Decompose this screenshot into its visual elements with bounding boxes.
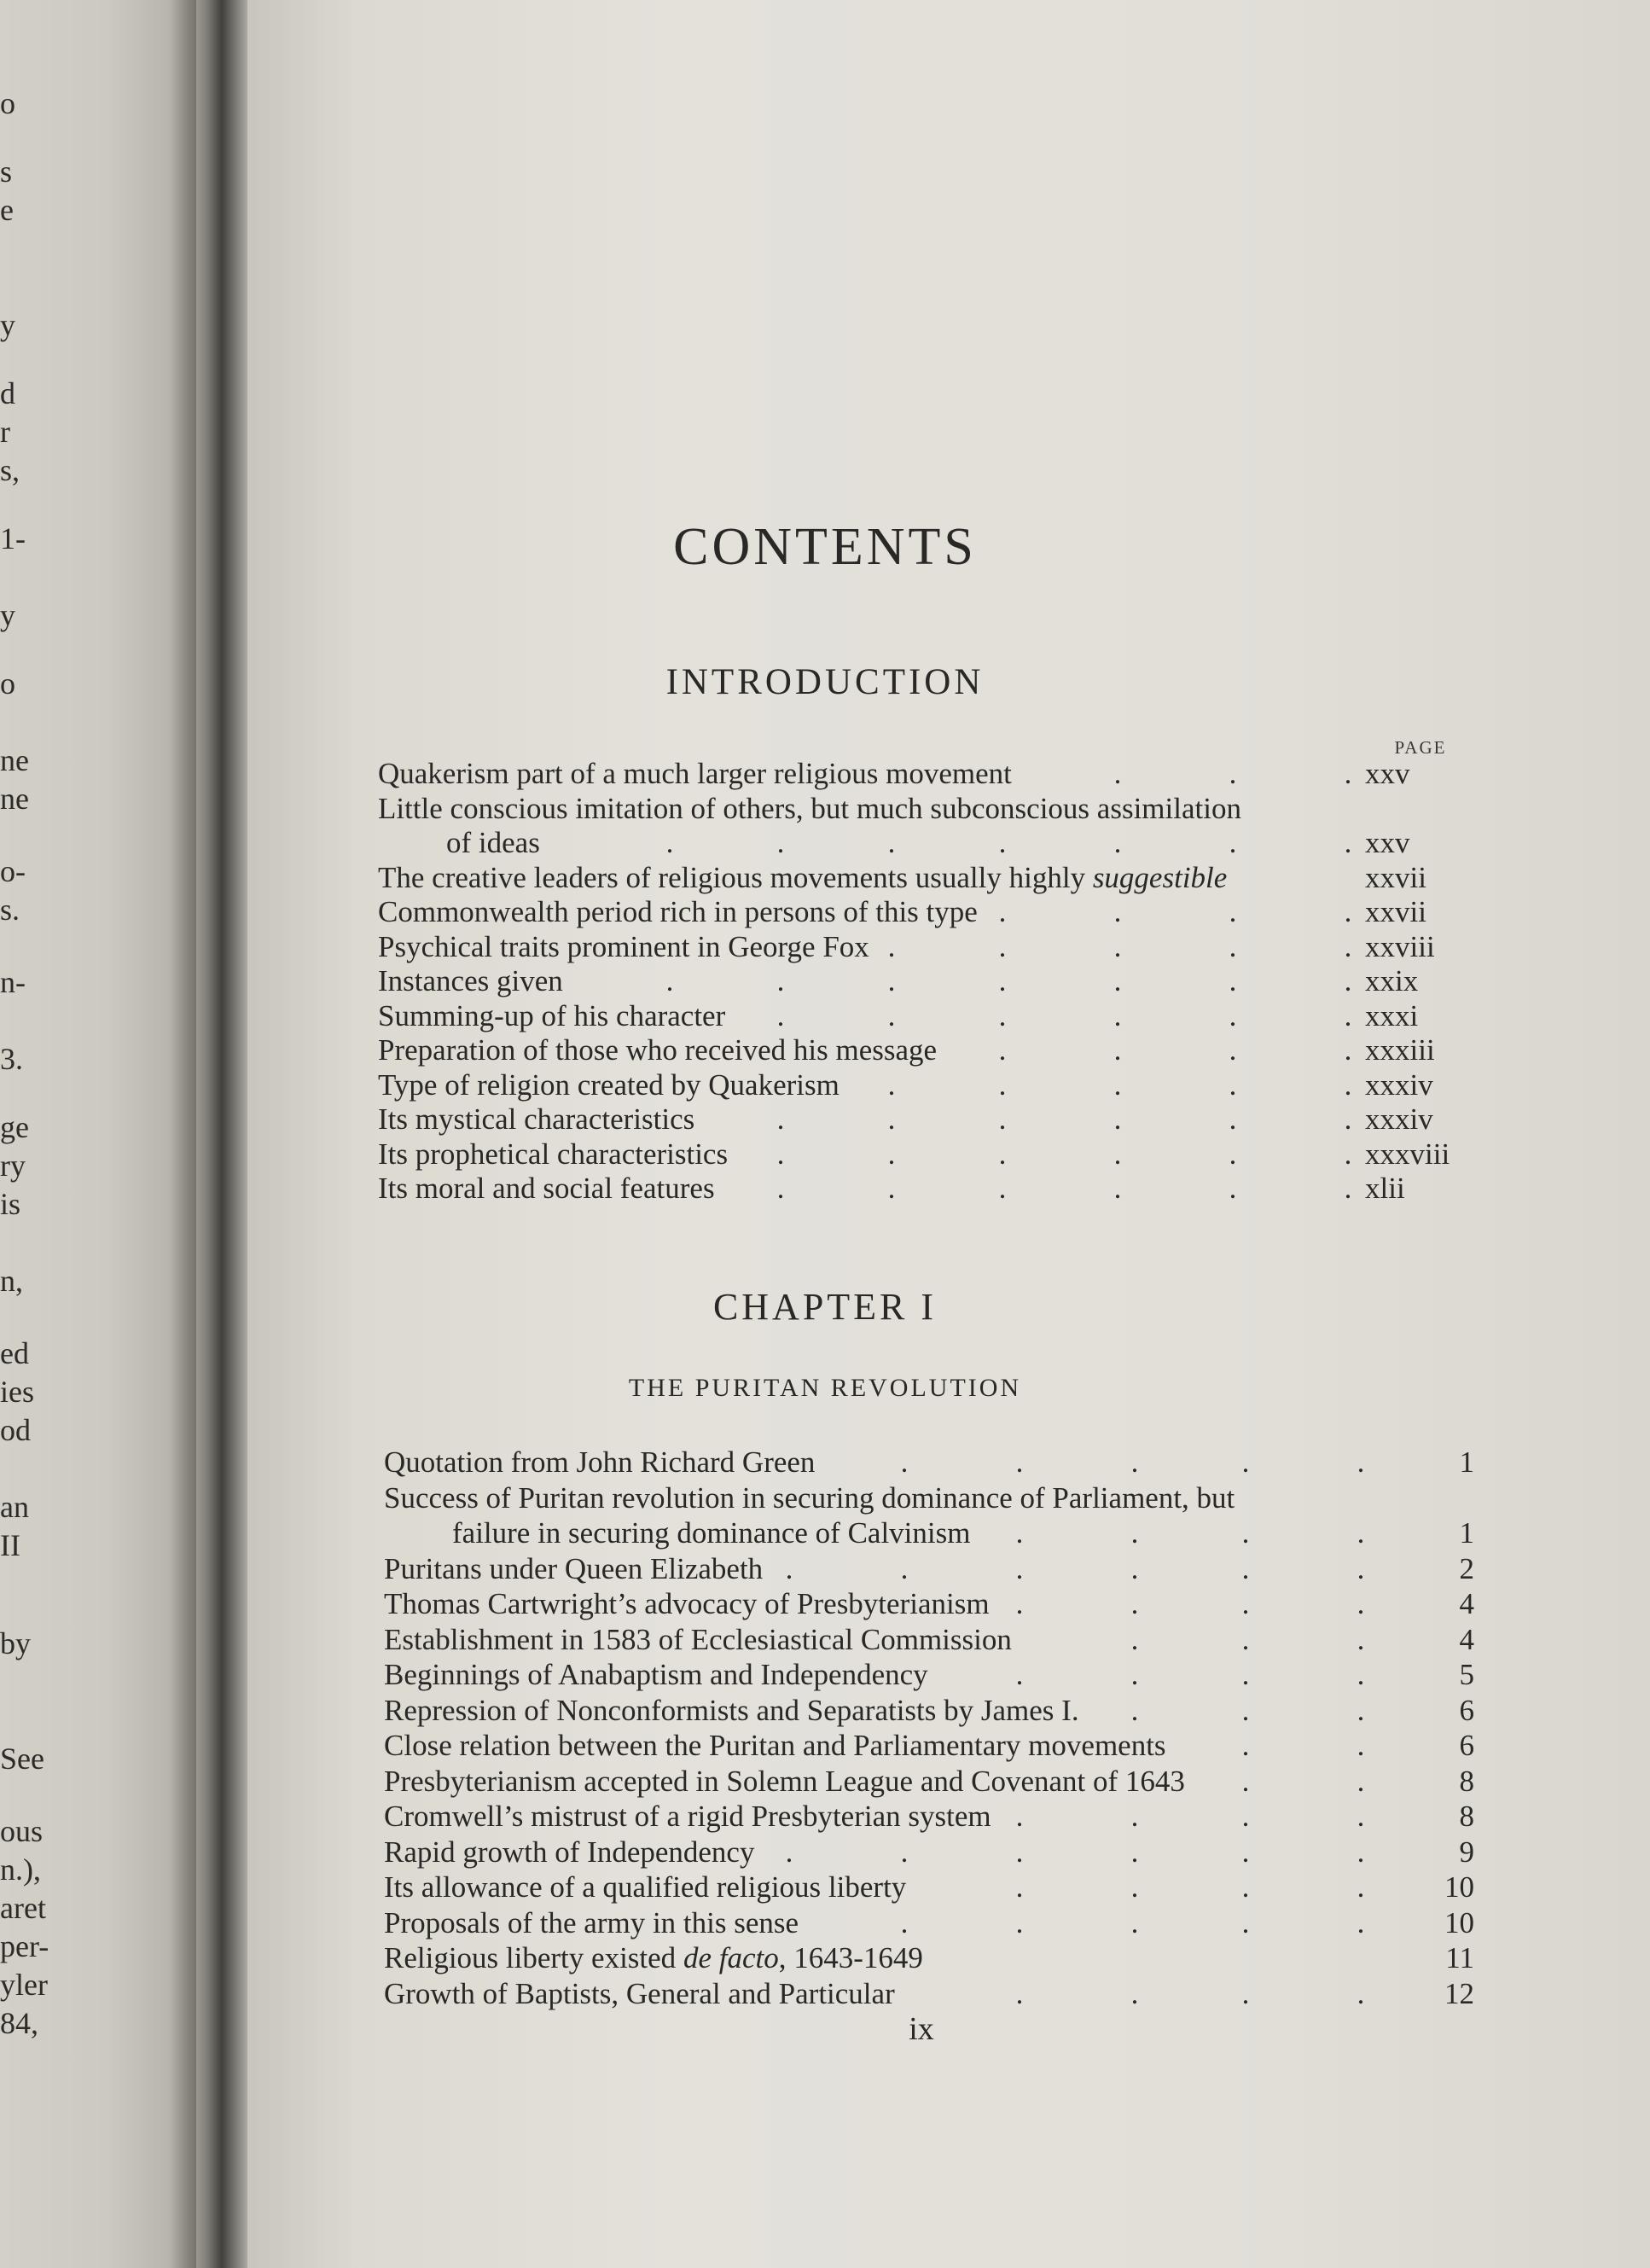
toc-entry-text: Cromwell’s mistrust of a rigid Presbyterian system xyxy=(384,1800,991,1833)
page-column-label: PAGE xyxy=(1394,737,1447,758)
toc-entry: of ideas xxv . . . . . . . xyxy=(446,826,1410,859)
toc-entry: Summing-up of his character xxxi . . . . . . xyxy=(378,998,1419,1032)
left-page-fragment: ne xyxy=(0,743,29,777)
toc-entry-page: xxxiv xyxy=(1365,1067,1433,1102)
toc-entry-page: 11 xyxy=(1445,1941,1474,1974)
toc-entry: Its mystical characteristics xxxiv . . . . . . xyxy=(378,1102,1433,1136)
toc-entry: Its prophetical characteristics xxxviii . . . . . . xyxy=(378,1137,1450,1171)
left-page-fragment: ne xyxy=(0,782,29,816)
toc-entry: failure in securing dominance of Calvinism 1 . . . . xyxy=(452,1516,1474,1550)
toc-entry-page: xxviii xyxy=(1365,929,1435,963)
toc-entry-page: xlii xyxy=(1365,1172,1405,1205)
introduction-heading: INTRODUCTION xyxy=(665,662,985,702)
toc-entry-text: Type of religion created by Quakerism xyxy=(378,1067,840,1102)
chapter-subtitle: THE PURITAN REVOLUTION xyxy=(628,1374,1022,1402)
toc-entry-page: 12 xyxy=(1444,1976,1474,2010)
left-page-fragment: y xyxy=(0,598,15,632)
toc-entry-page: xxxiii xyxy=(1365,1033,1435,1067)
toc-entry-page: 6 xyxy=(1459,1693,1474,1727)
toc-entry xyxy=(378,792,1463,826)
toc-entry: Preparation of those who received his message xxxiii . . . . xyxy=(378,1033,1435,1067)
toc-entry-text: Little conscious imitation of others, but much subconscious assimilation xyxy=(378,791,1241,825)
left-page-fragment: n, xyxy=(0,1264,23,1298)
toc-entry-text: Repression of Nonconformists and Separatists by James I. xyxy=(384,1693,1079,1727)
toc-entry-page: xxxi xyxy=(1365,998,1419,1032)
toc-entry-text: Beginnings of Anabaptism and Independency xyxy=(384,1658,928,1691)
toc-entry-page: xxvii xyxy=(1365,860,1426,894)
left-page-fragment: e xyxy=(0,193,14,227)
toc-entry-text: Establishment in 1583 of Ecclesiastical Commission xyxy=(384,1622,1012,1656)
left-page-fragment: ous xyxy=(0,1814,44,1848)
toc-entry-text: Religious liberty existed de facto, 1643-1649 xyxy=(384,1941,923,1974)
toc-entry-text: The creative leaders of religious movements usually highly suggestible xyxy=(378,860,1228,894)
left-page-fragment: is xyxy=(0,1187,21,1221)
left-page-fragment: ies xyxy=(0,1375,34,1409)
toc-entry: Close relation between the Puritan and Parliamentary movements 6 . . xyxy=(384,1729,1474,1762)
toc-entry: Type of religion created by Quakerism xxxiv . . . . . xyxy=(378,1067,1433,1102)
toc-entry-page: xxxviii xyxy=(1365,1137,1450,1171)
toc-entry-page: 6 xyxy=(1459,1729,1474,1762)
toc-entry: Proposals of the army in this sense 10 . . . . . xyxy=(384,1905,1474,1939)
left-page-fragment: d xyxy=(0,376,15,410)
toc-entry-text: Its mystical characteristics xyxy=(378,1102,695,1136)
toc-entry: Repression of Nonconformists and Separatists by James I. 6 . . . xyxy=(384,1693,1474,1727)
toc-entry-page: xxvii xyxy=(1365,895,1426,928)
left-page-fragment: II xyxy=(0,1528,20,1562)
toc-entry: Rapid growth of Independency 9 . . . . . . xyxy=(384,1835,1474,1869)
toc-entry-text: Its prophetical characteristics xyxy=(378,1137,729,1171)
left-page-fragment: 84, xyxy=(0,2006,38,2040)
toc-entry: Establishment in 1583 of Ecclesiastical Commission 4 . . . xyxy=(384,1622,1474,1656)
left-page-fragment: by xyxy=(0,1626,31,1660)
left-page-fragment: See xyxy=(0,1742,44,1776)
toc-entry: Thomas Cartwright’s advocacy of Presbyterianism 4 . . . . xyxy=(384,1587,1474,1620)
toc-entry-page: 10 xyxy=(1444,1870,1474,1904)
contents-title: CONTENTS xyxy=(673,518,977,576)
toc-entry-page: 10 xyxy=(1444,1905,1474,1939)
left-page-fragment: s. xyxy=(0,893,20,927)
left-page-fragment: n- xyxy=(0,965,26,999)
toc-entry-text: Quotation from John Richard Green xyxy=(384,1445,816,1479)
toc-entry-page: 4 xyxy=(1459,1622,1474,1656)
left-page-fragment: ge xyxy=(0,1110,29,1144)
toc-entry-text: Puritans under Queen Elizabeth xyxy=(384,1551,764,1585)
toc-entry-text: Instances given xyxy=(378,964,563,997)
toc-entry: Its allowance of a qualified religious liberty 10 . . . . xyxy=(384,1870,1474,1904)
left-page-fragment: ed xyxy=(0,1336,29,1370)
left-page-fragment: y xyxy=(0,308,15,342)
left-page-fragment: o xyxy=(0,86,15,120)
toc-entry: Its moral and social features xlii . . . . . . xyxy=(378,1172,1405,1205)
toc-entry-page: 9 xyxy=(1459,1835,1474,1869)
toc-entry-text: Summing-up of his character xyxy=(378,998,726,1032)
toc-entry-page: 4 xyxy=(1459,1587,1474,1620)
toc-entry-text: Growth of Baptists, General and Particular xyxy=(384,1976,895,2010)
toc-entry: Presbyterianism accepted in Solemn League and Covenant of 1643 8 . . xyxy=(384,1764,1474,1798)
toc-entry: Puritans under Queen Elizabeth 2 . . . . . . xyxy=(384,1551,1474,1585)
toc-entry-text: Thomas Cartwright’s advocacy of Presbyterianism xyxy=(384,1587,990,1620)
left-page-fragment: yler xyxy=(0,1968,48,2002)
toc-entry-italic: de facto xyxy=(683,1941,779,1974)
left-page-fragment: o xyxy=(0,666,15,701)
page-folio: ix xyxy=(909,2011,934,2047)
toc-entry xyxy=(384,1941,1474,1975)
left-page-fragment: an xyxy=(0,1490,29,1524)
toc-entry: Growth of Baptists, General and Particular 12 . . . . xyxy=(384,1976,1474,2010)
left-page-fragment: od xyxy=(0,1413,31,1447)
toc-entry-text: Close relation between the Puritan and Parliamentary movements xyxy=(384,1729,1166,1762)
left-page-fragment: s, xyxy=(0,453,20,487)
toc-entry-text: failure in securing dominance of Calvinism xyxy=(452,1516,971,1550)
toc-entry: Quotation from John Richard Green 1 . . . . . xyxy=(384,1445,1474,1479)
toc-entry-page: 1 xyxy=(1459,1516,1474,1550)
toc-entry: Commonwealth period rich in persons of this type xxvii . . . . xyxy=(378,895,1426,928)
toc-entry: Beginnings of Anabaptism and Independency 5 . . . . xyxy=(384,1658,1474,1691)
toc-entry: Psychical traits prominent in George Fox xxviii . . . . . xyxy=(378,929,1435,963)
toc-entry-page: 8 xyxy=(1459,1800,1474,1833)
toc-entry-page: xxv xyxy=(1365,826,1410,859)
toc-entry-text: Quakerism part of a much larger religious movement xyxy=(378,757,1012,790)
toc-entry: Quakerism part of a much larger religious movement xxv . . . xyxy=(378,757,1410,790)
toc-entry-page: xxv xyxy=(1365,757,1410,790)
toc-entry-text: Proposals of the army in this sense xyxy=(384,1905,799,1939)
toc-entry-page: xxix xyxy=(1365,964,1419,997)
toc-entry-text: Commonwealth period rich in persons of this type xyxy=(378,895,978,928)
left-page-fragment: o- xyxy=(0,854,26,888)
toc-entry-page: 5 xyxy=(1459,1658,1474,1691)
toc-entry-text: of ideas xyxy=(446,826,540,859)
toc-entry-text: Its moral and social features xyxy=(378,1172,715,1205)
left-page-fragment: r xyxy=(0,415,10,449)
toc-entry-page: 1 xyxy=(1459,1445,1474,1479)
toc-entry-text: Success of Puritan revolution in securing dominance of Parliament, but xyxy=(384,1480,1235,1515)
toc-entry-text: Rapid growth of Independency xyxy=(384,1835,755,1869)
left-page-fragment: 1- xyxy=(0,521,26,555)
toc-entry-page: 8 xyxy=(1459,1764,1474,1798)
toc-entry-text: Psychical traits prominent in George Fox xyxy=(378,929,869,963)
left-page-fragment: ry xyxy=(0,1149,26,1183)
toc-entry-page: xxxiv xyxy=(1365,1102,1433,1136)
toc-entry-text: Presbyterianism accepted in Solemn League and Covenant of 1643 xyxy=(384,1764,1185,1798)
left-page-fragment: aret xyxy=(0,1891,46,1925)
toc-entry xyxy=(384,1481,1474,1515)
left-page-fragment: 3. xyxy=(0,1042,23,1076)
toc-entry-text: Its allowance of a qualified religious liberty xyxy=(384,1870,907,1904)
chapter-heading: CHAPTER I xyxy=(712,1286,938,1328)
toc-entry: Cromwell’s mistrust of a rigid Presbyterian system 8 . . . . xyxy=(384,1800,1474,1833)
left-page-fragment: s xyxy=(0,154,13,189)
toc-entry-text: Preparation of those who received his message xyxy=(378,1033,938,1067)
toc-entry xyxy=(378,861,1463,895)
toc-entry-italic: suggestible xyxy=(1092,860,1228,894)
toc-entry: Instances given xxix . . . . . . . xyxy=(378,964,1419,997)
toc-entry-page: 2 xyxy=(1459,1551,1474,1585)
left-page-fragment: per- xyxy=(0,1929,49,1963)
left-page-fragment: n.), xyxy=(0,1852,41,1887)
